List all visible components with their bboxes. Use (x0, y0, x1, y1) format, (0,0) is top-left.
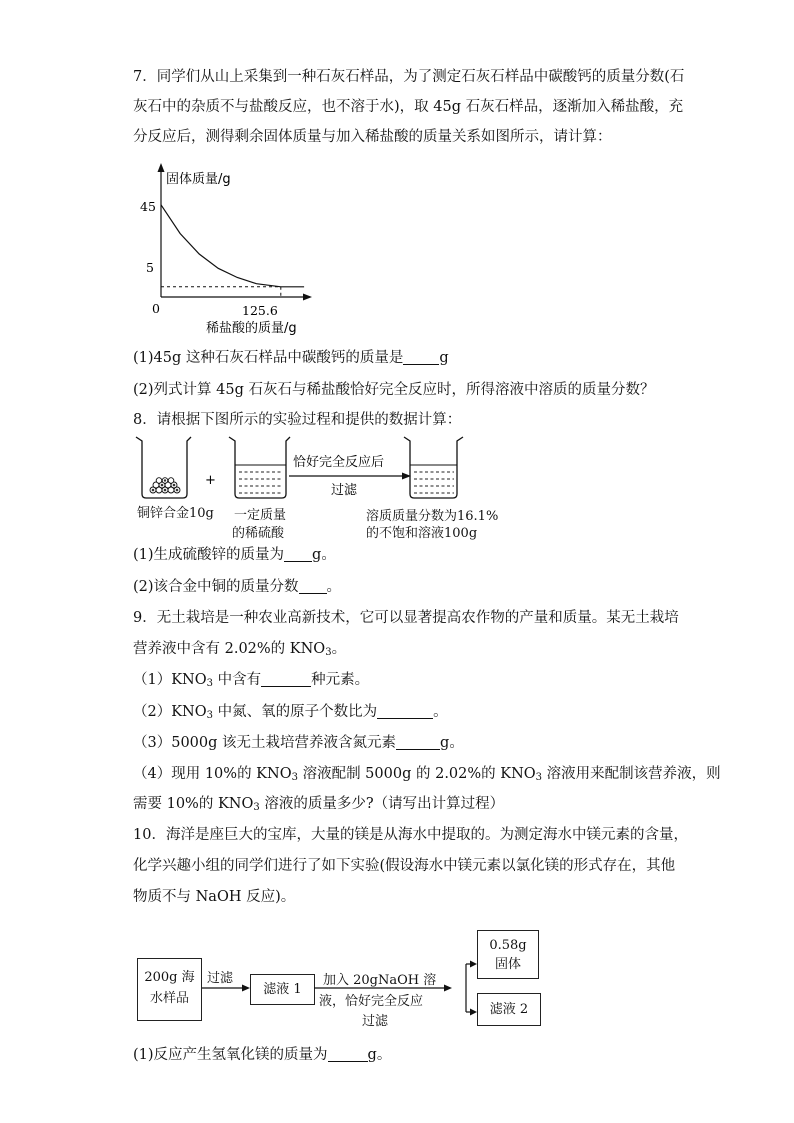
beaker2-label-line1: 一定质量 (234, 508, 287, 523)
q8-sub1-unit: g。 (312, 547, 336, 563)
q9-sub4-a-sub: 3 (291, 772, 298, 783)
q8-sub1 (133, 540, 673, 570)
q7-line2: 灰石中的杂质不与盐酸反应，也不溶于水)，取 45g 石灰石样品，逐渐加入稀盐酸，充 (133, 99, 684, 115)
q9-sub4-line2-sub: 3 (253, 802, 260, 813)
arrow-label-naoh-1: 加入 20gNaOH 溶 (323, 973, 437, 988)
q8-sub1-text: (1)生成硫酸锌的质量为 (133, 547, 285, 563)
q7-sub1-text: (1)45g 这种石灰石样品中碳酸钙的质量是 (133, 350, 404, 366)
beaker-1 (136, 437, 191, 498)
x-axis (161, 294, 312, 301)
q9-sub1-text: （1）KNO (133, 672, 207, 688)
q9-line1: 9．无土栽培是一种农业高新技术，它可以显著提高农作物的产量和质量。某无土栽培 (133, 610, 679, 626)
q9-sub3-blank[interactable] (396, 735, 440, 750)
box-solid-line2: 固体 (494, 957, 521, 972)
q9-sub4-line2-text: 需要 10%的 KNO (133, 796, 254, 812)
q9-sub2-blank[interactable] (377, 704, 433, 719)
x-axis-label: 稀盐酸的质量/g (206, 321, 297, 336)
beaker-2 (229, 437, 290, 498)
q8-sub2-blank[interactable] (299, 579, 327, 594)
q9-line2-sub: 3 (325, 647, 332, 658)
series-curve (161, 205, 304, 287)
q9-sub2-mid: 中氮、氧的原子个数比为 (213, 704, 378, 720)
arrow-label-bottom: 过滤 (331, 483, 358, 498)
origin-label: 0 (152, 301, 160, 316)
q9-sub4-c: 溶液用来配制该营养液，则 (542, 766, 721, 782)
q9-sub4-line2 (133, 789, 673, 823)
q9-sub3-end: g。 (440, 735, 464, 751)
beaker-3 (404, 437, 463, 498)
q9-sub4-a: （4）现用 10%的 KNO (133, 766, 292, 782)
q9-sub2-text: （2）KNO (133, 704, 207, 720)
q7-sub1-unit: g (439, 350, 449, 366)
q9-sub3 (133, 728, 673, 758)
q9-sub1-sub: 3 (206, 678, 214, 689)
box-filtrate-2: 滤液 2 (477, 993, 541, 1026)
beaker2-label-line2: 的稀硫酸 (232, 526, 285, 541)
q7-line3: 分反应后，测得剩余固体质量与加入稀盐酸的质量关系如图所示，请计算： (133, 129, 612, 145)
q9-sub1-mid: 中含有 (213, 672, 262, 688)
q9-sub3-text: （3）5000g 该无土栽培营养液含氮元素 (133, 735, 397, 751)
q8-sub2-end: 。 (326, 579, 342, 595)
q10-sub1-text: (1)反应产生氢氧化镁的质量为 (133, 1047, 328, 1063)
arrow-label-naoh-3: 过滤 (362, 1014, 389, 1029)
q9-line2-end: 。 (331, 641, 347, 657)
y-tick-5: 5 (146, 260, 154, 275)
q7-sub2: (2)列式计算 45g 石灰石与稀盐酸恰好完全反应时，所得溶液中溶质的质量分数？ (133, 382, 655, 398)
q10-sub1 (133, 1040, 673, 1070)
q10-sub1-blank[interactable] (328, 1047, 368, 1062)
q7-line1: 7．同学们从山上采集到一种石灰石样品，为了测定石灰石样品中碳酸钙的质量分数(石 (133, 69, 685, 85)
q8-diagram (133, 432, 473, 502)
plus-sign: + (205, 473, 216, 488)
arrow-label-filter: 过滤 (207, 971, 234, 986)
y-tick-45: 45 (140, 199, 156, 214)
y-axis (158, 163, 165, 297)
reaction-arrow (289, 473, 411, 480)
box-seawater-line2: 水样品 (149, 991, 189, 1006)
q9-line2 (133, 634, 673, 668)
arrow-label-top: 恰好完全反应后 (293, 455, 385, 470)
box-solid-line1: 0.58g (489, 938, 527, 953)
beaker3-label-line1: 溶质质量分数为16.1% (366, 509, 499, 524)
beaker3-label-line2: 的不饱和溶液100g (366, 526, 478, 541)
q7-sub1 (133, 343, 673, 373)
q9-sub2-sub: 3 (206, 710, 214, 721)
q8-sub2-text: (2)该合金中铜的质量分数 (133, 579, 299, 595)
q7-sub1-blank[interactable] (403, 350, 439, 365)
q9-sub1-blank[interactable] (261, 672, 311, 687)
q8-sub2 (133, 572, 673, 602)
q8-sub1-blank[interactable] (284, 547, 312, 562)
q10-line3: 物质不与 NaOH 反应)。 (133, 889, 296, 905)
box-seawater-sample (137, 958, 202, 1021)
q9-sub1-end: 种元素。 (311, 672, 370, 688)
y-axis-label: 固体质量/g (166, 172, 231, 187)
q8-title: 8．请根据下图所示的实验过程和提供的数据计算： (133, 412, 462, 428)
q10-line1: 10．海洋是座巨大的宝库，大量的镁是从海水中提取的。为测定海水中镁元素的含量， (133, 827, 688, 843)
box-filtrate-1: 滤液 1 (250, 974, 315, 1005)
branch-bracket (466, 961, 477, 1016)
q9-line2-text: 营养液中含有 2.02%的 KNO (133, 641, 326, 657)
q7-chart (135, 160, 335, 340)
q10-line2: 化学兴趣小组的同学们进行了如下实验(假设海水中镁元素以氯化镁的形式存在，其他 (133, 858, 676, 874)
q9-sub2-end: 。 (433, 704, 448, 720)
q9-sub4-b-sub: 3 (535, 772, 543, 783)
x-tick-125.6: 125.6 (242, 303, 278, 318)
arrow-label-naoh-2: 液，恰好完全反应 (319, 994, 424, 1009)
q9-sub4-b: 溶液配制 5000g 的 2.02%的 KNO (297, 766, 536, 782)
q9-sub2 (133, 697, 673, 731)
box-seawater-line1: 200g 海 (144, 970, 195, 985)
q9-sub4-line2-end: 溶液的质量多少?（请写出计算过程） (259, 796, 505, 812)
q9-sub4-line1 (133, 759, 721, 793)
q9-sub1 (133, 665, 673, 699)
q10-sub1-unit: g。 (367, 1047, 392, 1063)
beaker1-label: 铜锌合金10g (137, 506, 214, 521)
